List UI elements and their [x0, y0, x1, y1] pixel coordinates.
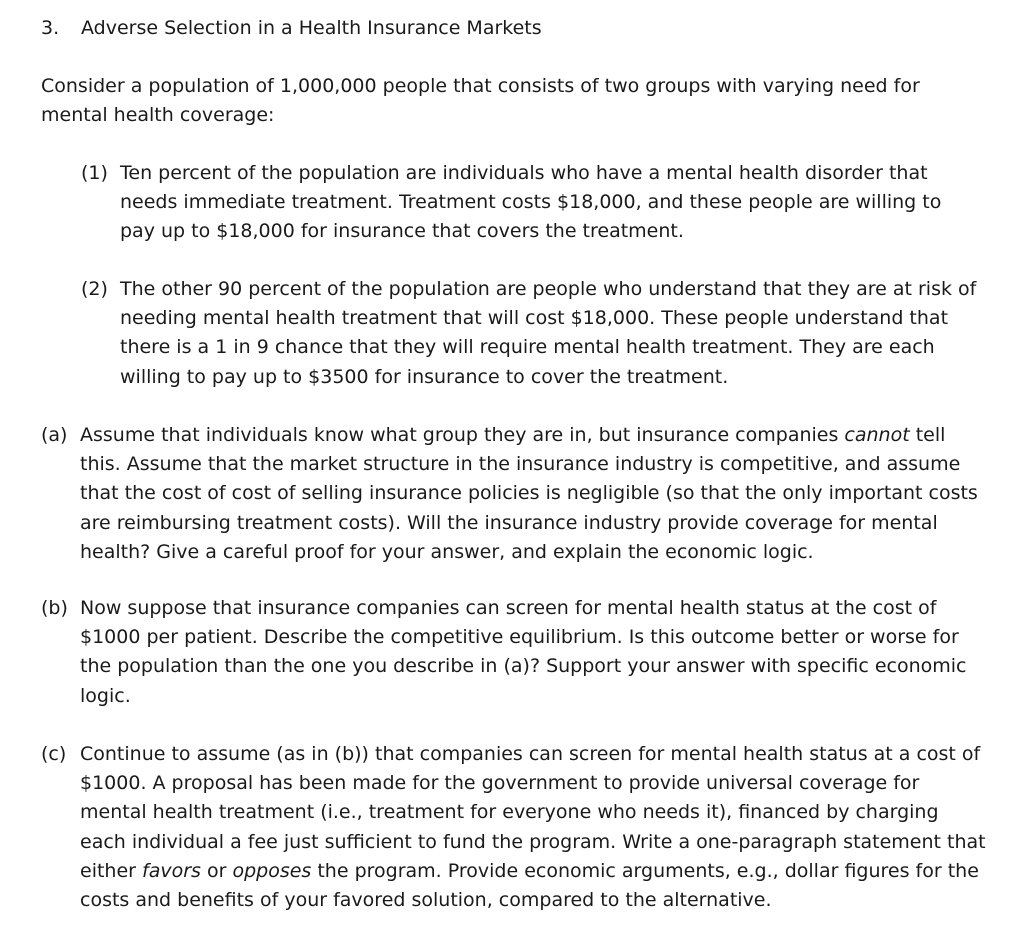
question-title: Adverse Selection in a Health Insurance Markets [81, 17, 542, 39]
part-label: (b) [41, 597, 68, 619]
part-label: (c) [41, 743, 67, 765]
part-text-segment: or [200, 859, 233, 882]
part-text-segment: Continue to assume (as in (b)) that companies can screen for mental health status at a cost of $1000. A proposal has been made for the government to provide universal coverage for mental health treatment (i.e., treatment for everyone who needs it), financed by charging each individual a fee just sufficient to fund the program. Write a one-paragraph statement that either [80, 743, 986, 882]
part-text-segment: tell this. Assume that the market structure in the insurance industry is competitive, and assume that the cost of cost of selling insurance policies is negligible (so that the only important costs are reimbursing treatment costs). Will the insurance industry provide coverage for mental health? Give a careful proof for your answer, and explain the economic logic. [80, 424, 978, 563]
part-c [41, 740, 986, 915]
part-text-segment: Assume that individuals know what group they are in, but insurance companies [80, 424, 845, 446]
question-number: 3. [41, 17, 60, 39]
group-label: (2) [81, 278, 108, 300]
part-text-emphasis: cannot [844, 424, 910, 446]
part-text-emphasis: favors [142, 859, 201, 882]
intro-paragraph: Consider a population of 1,000,000 people that consists of two groups with varying need for mental health coverage: [41, 75, 920, 126]
group-text: Ten percent of the population are individuals who have a mental health disorder that needs immediate treatment. Treatment costs $18,000, and these people are willing to pay up to $18,000 for insurance that covers the treatment. [120, 162, 942, 243]
group-text: The other 90 percent of the population are people who understand that they are at risk of needing mental health treatment that will cost $18,000. These people understand that there is a 1 in 9 chance that they will require mental health treatment. They are each willing to pay up to $3500 for insurance to cover the treatment. [120, 278, 977, 388]
group-item-2 [81, 275, 981, 392]
part-text [80, 740, 986, 915]
part-b [41, 594, 986, 711]
part-a [41, 421, 986, 567]
part-text-segment: the program. Provide economic arguments, e.g., dollar figures for the costs and benefits of your favored solution, compared to the alternative. [80, 859, 979, 912]
question-heading [41, 14, 542, 42]
part-label: (a) [41, 424, 68, 446]
part-text-emphasis: opposes [232, 859, 312, 882]
group-label: (1) [81, 162, 108, 184]
part-text [80, 421, 986, 567]
group-item-1 [81, 159, 981, 247]
part-text: Now suppose that insurance companies can screen for mental health status at the cost of $1000 per patient. Describe the competitive equilibrium. Is this outcome better or worse for the population than the one you describe in (a)? Support your answer with specific economic logic. [80, 597, 967, 707]
